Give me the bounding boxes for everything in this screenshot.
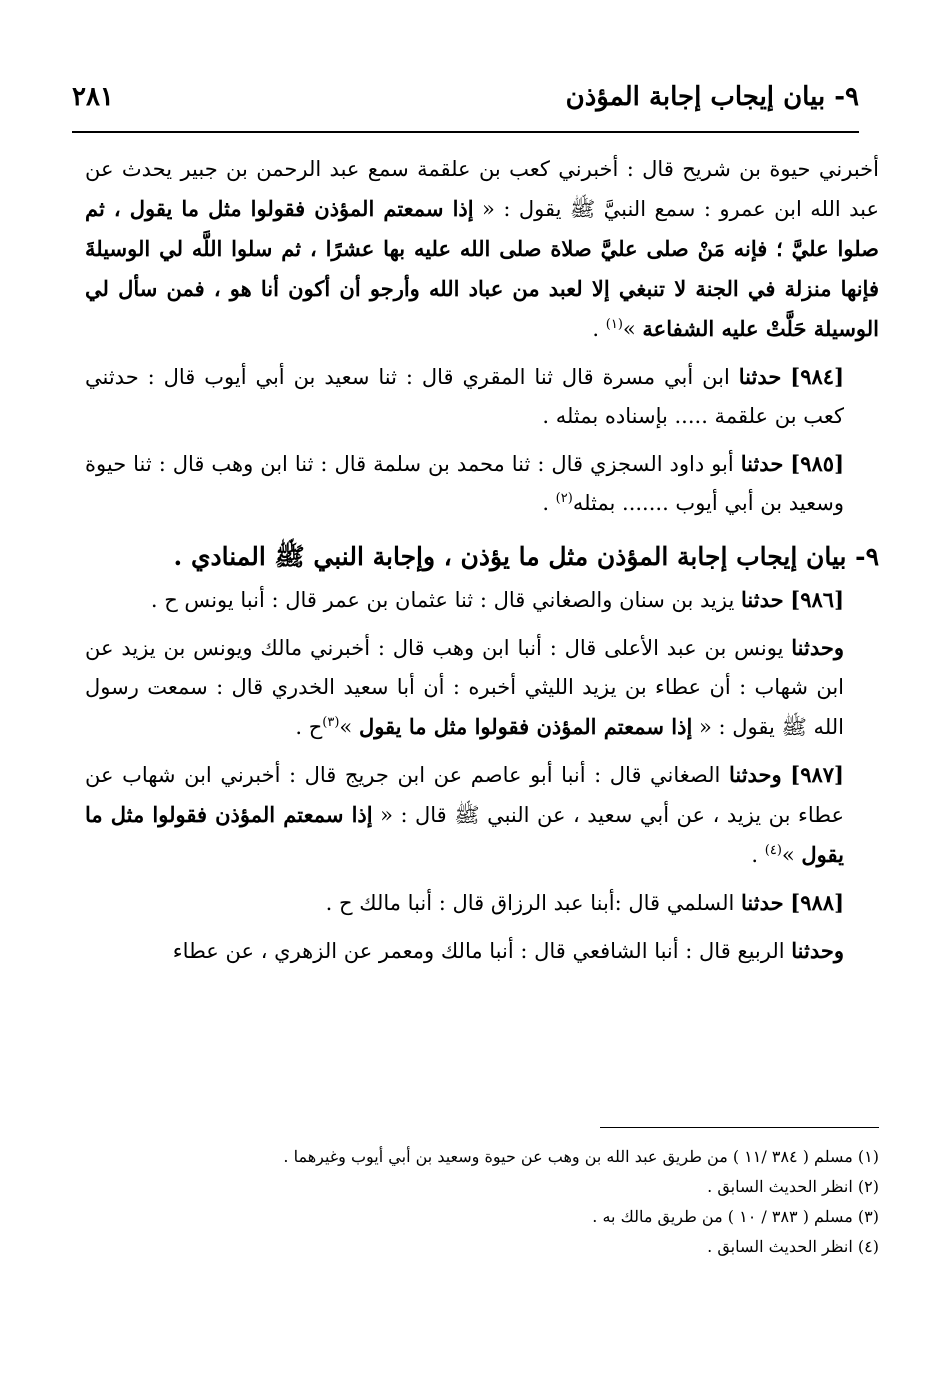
narration-keyword: وحدثنا (728, 762, 782, 787)
narration-keyword: حدثنا (741, 587, 784, 612)
text: » (339, 715, 359, 739)
hadith-986 (85, 580, 879, 620)
hadith-986-chain (85, 628, 879, 747)
text: الصغاني قال : أنبا أبو عاصم عن ابن جريج قال : أخبرني ابن شهاب عن عطاء بن يزيد ، عن أبي سعيد ، عن النبي ﷺ قال : « (85, 763, 845, 827)
footnote-2: (٢) انظر الحديث السابق . (707, 1177, 879, 1196)
footnotes (85, 1142, 879, 1262)
narration-keyword: حدثنا (738, 364, 782, 389)
text: » (781, 843, 802, 867)
page-number: ٢٨١ (72, 82, 114, 112)
hadith-985 (85, 444, 879, 523)
narration-keyword: وحدثنا (791, 938, 844, 963)
text: السلمي قال :أبنا عبد الرزاق قال : أنبا مالك ح . (325, 891, 741, 915)
text: ابن أبي مسرة قال ثنا المقري قال : ثنا سعيد بن أبي أيوب قال : حدثني كعب بن علقمة ..... بإسناده بمثله . (85, 365, 844, 428)
hadith-number: [٩٨٨] (790, 890, 844, 915)
footnote-ref[interactable]: (٢) (555, 491, 573, 506)
footnote-rule (600, 1127, 879, 1128)
footnote-3: (٣) مسلم ( ٣٨٣ / ١٠ ) من طريق مالك به . (592, 1207, 879, 1226)
hadith-988-chain (85, 931, 879, 971)
hadith-text: إذا سمعتم المؤذن فقولوا مثل ما يقول ، ثم صلوا عليَّ ؛ فإنه مَنْ صلى عليَّ صلاة صلى الله عليه بها عشرًا ، ثم سلوا اللَّه لي الوسيلةَ فإنها منزلة في الجنة لا تنبغي إلا لعبد من عباد الله وأرجو أن أكون أنا هو ، فمن سأل لي الوسيلة حَلَّتْ عليه الشفاعة (85, 196, 879, 341)
paragraph-continuation (85, 150, 879, 349)
section-heading: ٩- بيان إيجاب إجابة المؤذن مثل ما يؤذن ، وإجابة النبي ﷺ المنادي . (173, 542, 879, 571)
text: . (542, 491, 556, 515)
footnote-ref[interactable]: (٣) (322, 715, 340, 730)
hadith-988 (85, 883, 879, 923)
text: ح . (295, 715, 323, 739)
text: يزيد بن سنان والصغاني قال : ثنا عثمان بن عمر قال : أنبا يونس ح . (150, 588, 741, 612)
text: أبو داود السجزي قال : ثنا محمد بن سلمة قال : ثنا ابن وهب قال : ثنا حيوة وسعيد بن أبي أيوب ....... بمثله (85, 452, 844, 515)
hadith-984 (85, 357, 879, 436)
hadith-987 (85, 755, 879, 875)
hadith-text: إذا سمعتم المؤذن فقولوا مثل ما يقول (358, 714, 693, 739)
narration-keyword: حدثنا (741, 890, 784, 915)
header-rule (72, 131, 859, 133)
text: الربيع قال : أنبا الشافعي قال : أنبا مالك ومعمر عن الزهري ، عن عطاء (172, 939, 792, 963)
hadith-text: إذا سمعتم المؤذن فقولوا مثل ما يقول (85, 802, 844, 867)
text: يونس بن عبد الأعلى قال : أنبا ابن وهب قال : أخبرني مالك ويونس بن يزيد عن ابن شهاب : أن عطاء بن يزيد الليثي أخبره : أن أبا سعيد الخدري قال : سمعت رسول الله ﷺ يقول : « (85, 636, 844, 739)
hadith-number: [٩٨٥] (790, 451, 845, 476)
footnote-ref[interactable]: (٤) (764, 843, 782, 858)
narration-keyword: حدثنا (740, 451, 784, 476)
footnote-1: (١) مسلم ( ٣٨٤ /١١ ) من طريق عبد الله بن وهب عن حيوة وسعيد بن أبي أيوب وغيرهما . (283, 1147, 879, 1166)
text: . (592, 317, 606, 341)
narration-keyword: وحدثنا (791, 635, 844, 660)
footnote-4: (٤) انظر الحديث السابق . (707, 1237, 879, 1256)
hadith-number: [٩٨٧] (790, 762, 844, 787)
text: أخبرني حيوة بن شريح قال : أخبرني كعب بن علقمة سمع عبد الرحمن بن جبير يحدث عن عبد الله ابن عمرو : سمع النبيَّ ﷺ يقول : « (85, 157, 880, 221)
text: . (751, 843, 765, 867)
running-title: ٩- بيان إيجاب إجابة المؤذن (565, 82, 859, 112)
text: » (622, 317, 643, 341)
footnote-ref[interactable]: (١) (605, 317, 623, 332)
hadith-number: [٩٨٤] (790, 364, 844, 389)
main-text (85, 150, 879, 979)
page-header (72, 82, 859, 126)
hadith-number: [٩٨٦] (790, 587, 844, 612)
